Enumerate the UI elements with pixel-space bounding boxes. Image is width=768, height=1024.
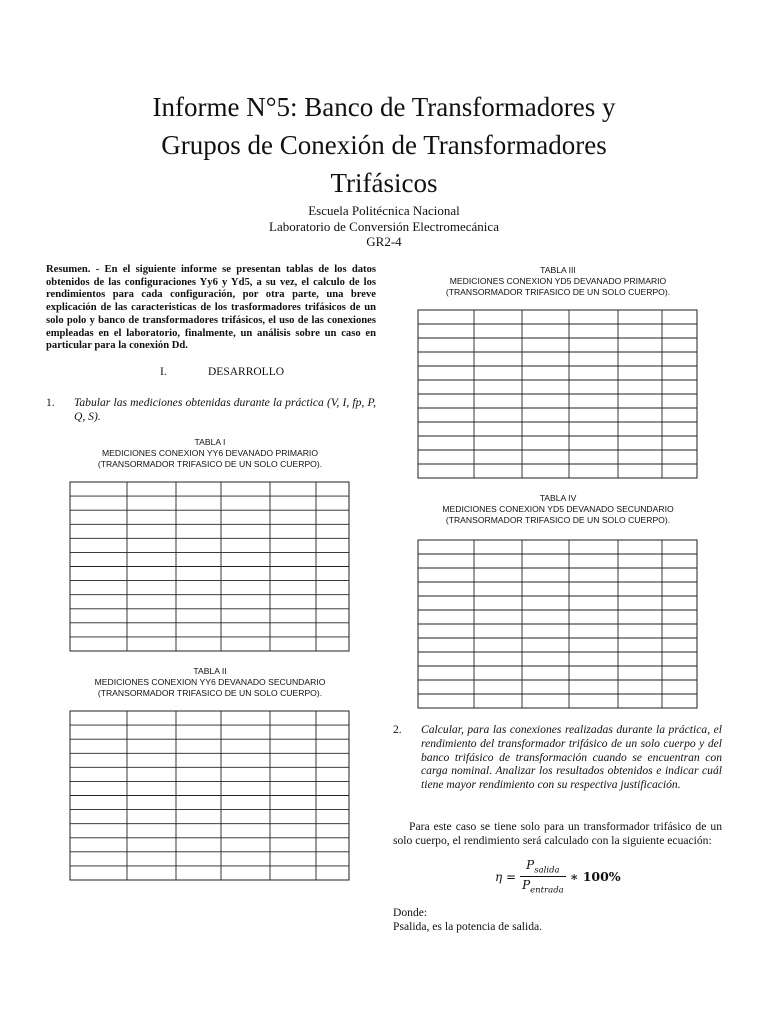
- task-text: Calcular, para las conexiones realizadas durante la práctica, el rendimiento del transformador trifásico de un solo cuerpo y del banco trifásico de transformación cuando se encuentran con carga nominal. Analizar los resultados obtenidos e indicar cuál tiene mayor rendimiento con su respectiva justificación.: [421, 723, 722, 792]
- table-caption-3: TABLA III MEDICIONES CONEXION YD5 DEVANADO PRIMARIO (TRANSORMADOR TRIFASICO DE UN SOLO CUERPO).: [445, 265, 671, 297]
- task-item-2: [393, 723, 722, 807]
- task-number: 2.: [393, 723, 402, 736]
- table-caption-2: TABLA II MEDICIONES CONEXION YY6 DEVANADO SECUNDARIO (TRANSORMADOR TRIFASICO DE UN SOLO CUERPO).: [94, 666, 326, 698]
- paper-title: Informe N°5: Banco de Transformadores y Grupos de Conexión de Transformadores Trifásicos: [152, 92, 616, 198]
- definition-psalida: Psalida, es la potencia de salida.: [393, 920, 543, 933]
- equation-lhs: η =: [495, 869, 517, 884]
- school-name: Escuela Politécnica Nacional: [308, 203, 460, 218]
- body-paragraph: Para este caso se tiene solo para un transformador trifásico de un solo cuerpo, el rendimiento será calculado con la siguiente ecuación:: [393, 820, 722, 847]
- equation-fraction: $\frac{P_{salida}}{P_{entrada}}$: [522, 858, 564, 896]
- definitions-label: Donde:: [393, 906, 428, 919]
- task-number: 1.: [46, 396, 55, 409]
- definitions: [393, 906, 542, 934]
- table-caption-1: TABLA I MEDICIONES CONEXION YY6 DEVANADO PRIMARIO (TRANSORMADOR TRIFASICO DE UN SOLO CUERPO).: [97, 437, 323, 469]
- equation-rest: ∗ 100%: [569, 869, 621, 885]
- task-text: Tabular las mediciones obtenidas durante la práctica (V, I, fp, P, Q, S).: [74, 396, 376, 423]
- abstract: Resumen. - En el siguiente informe se presentan tablas de los datos obtenidos de las configuraciones Yy6 y Yd5, a su vez, el calculo de los rendimientos para cada configuración, por otra parte, una breve explicación de las caracteristicas de los trasformadores trifásicos de un solo polo y banco de transformadores trifásicos, el uso de las conexiones empleadas en el laboratorio, finalmente, un análisis sobre un caso en particular para la conexión Dd.: [46, 264, 376, 352]
- section-title: DESARROLLO: [208, 366, 285, 378]
- group-code: GR2-4: [366, 234, 402, 249]
- section-number: I.: [160, 366, 167, 378]
- table-caption-4: TABLA IV MEDICIONES CONEXION YD5 DEVANADO SECUNDARIO (TRANSORMADOR TRIFASICO DE UN SOLO CUERPO).: [442, 493, 674, 525]
- lab-name: Laboratorio de Conversión Electromecánica: [269, 218, 499, 234]
- efficiency-equation: [495, 858, 621, 896]
